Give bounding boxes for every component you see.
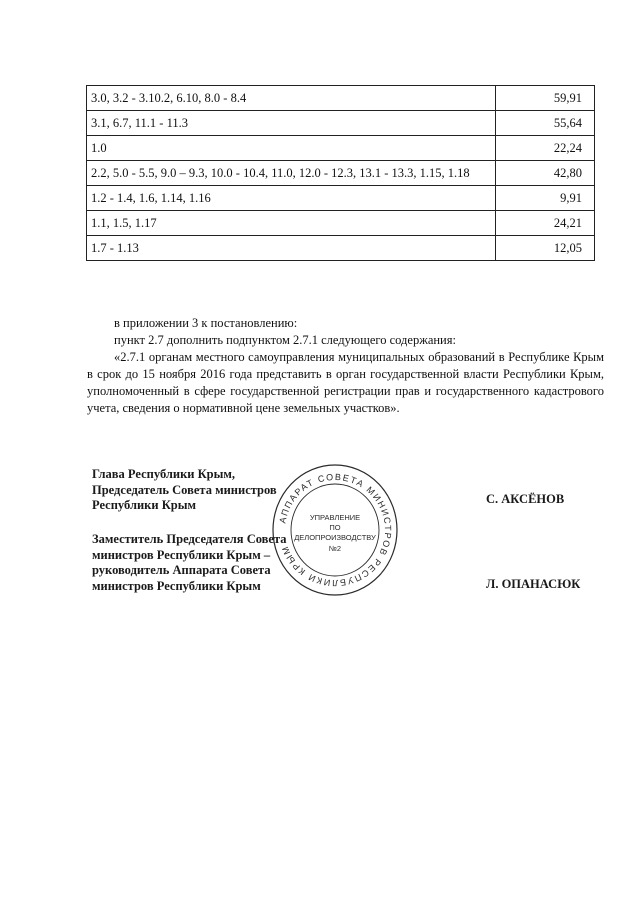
signatory-position-head [92,467,277,514]
signatory-position-deputy [92,532,287,594]
table-row [87,111,595,136]
position-line: Заместитель Председателя Совета [92,532,287,546]
table-row [87,186,595,211]
table-cell-value: 59,91 [496,86,595,111]
table-row [87,86,595,111]
position-line: Председатель Совета министров [92,482,277,497]
land-rate-table [86,85,595,261]
table-cell-codes: 2.2, 5.0 - 5.5, 9.0 – 9.3, 10.0 - 10.4, 11.0, 12.0 - 12.3, 13.1 - 13.3, 1.15, 1.18 [87,161,496,186]
table-cell-codes: 1.2 - 1.4, 1.6, 1.14, 1.16 [87,186,496,211]
position-line: министров Республики Крым [92,578,261,593]
table-cell-codes: 1.7 - 1.13 [87,236,496,261]
table-cell-value: 42,80 [496,161,595,186]
table-cell-codes: 3.1, 6.7, 11.1 - 11.3 [87,111,496,136]
table-row [87,236,595,261]
appendix-line: в приложении 3 к постановлению: [114,316,298,330]
stamp-center-line: ПО [329,523,341,532]
position-line: Глава Республики Крым, [92,467,236,481]
clause-paragraph: «2.7.1 органам местного самоуправления муниципальных образований в Республике Крым в срок до 15 ноября 2016 года представить в орган государственной власти Республики Крым, уполномоченный в сфере государственной регистрации прав и государственного кадастрового учета, сведения о нормативной цене земельных участков». [87,350,604,415]
stamp-center-line: №2 [328,544,342,553]
table-cell-value: 12,05 [496,236,595,261]
table-cell-value: 9,91 [496,186,595,211]
signatory-name-head: С. АКСЁНОВ [486,492,565,506]
table-row [87,161,595,186]
table-cell-codes: 1.0 [87,136,496,161]
clause-line: пункт 2.7 дополнить подпунктом 2.7.1 следующего содержания: [114,333,456,347]
position-line: Республики Крым [92,498,196,512]
table-cell-codes: 1.1, 1.5, 1.17 [87,211,496,236]
position-line: руководитель Аппарата Совета [92,563,271,577]
amendment-text [87,315,604,417]
stamp-ring-textpath: АППАРАТ СОВЕТА МИНИСТРОВ РЕСПУБЛИКИ КРЫМ [277,471,394,589]
table-row [87,211,595,236]
signatory-name-deputy: Л. ОПАНАСЮК [486,577,581,591]
table-cell-value: 24,21 [496,211,595,236]
table-row [87,136,595,161]
stamp-center-line: ДЕЛОПРОИЗВОДСТВУ [294,533,376,542]
official-stamp [270,462,400,598]
table-cell-value: 22,24 [496,136,595,161]
position-line: министров Республики Крым – [92,547,271,562]
table-cell-codes: 3.0, 3.2 - 3.10.2, 6.10, 8.0 - 8.4 [87,86,496,111]
table-cell-value: 55,64 [496,111,595,136]
stamp-center-line: УПРАВЛЕНИЕ [309,513,361,522]
